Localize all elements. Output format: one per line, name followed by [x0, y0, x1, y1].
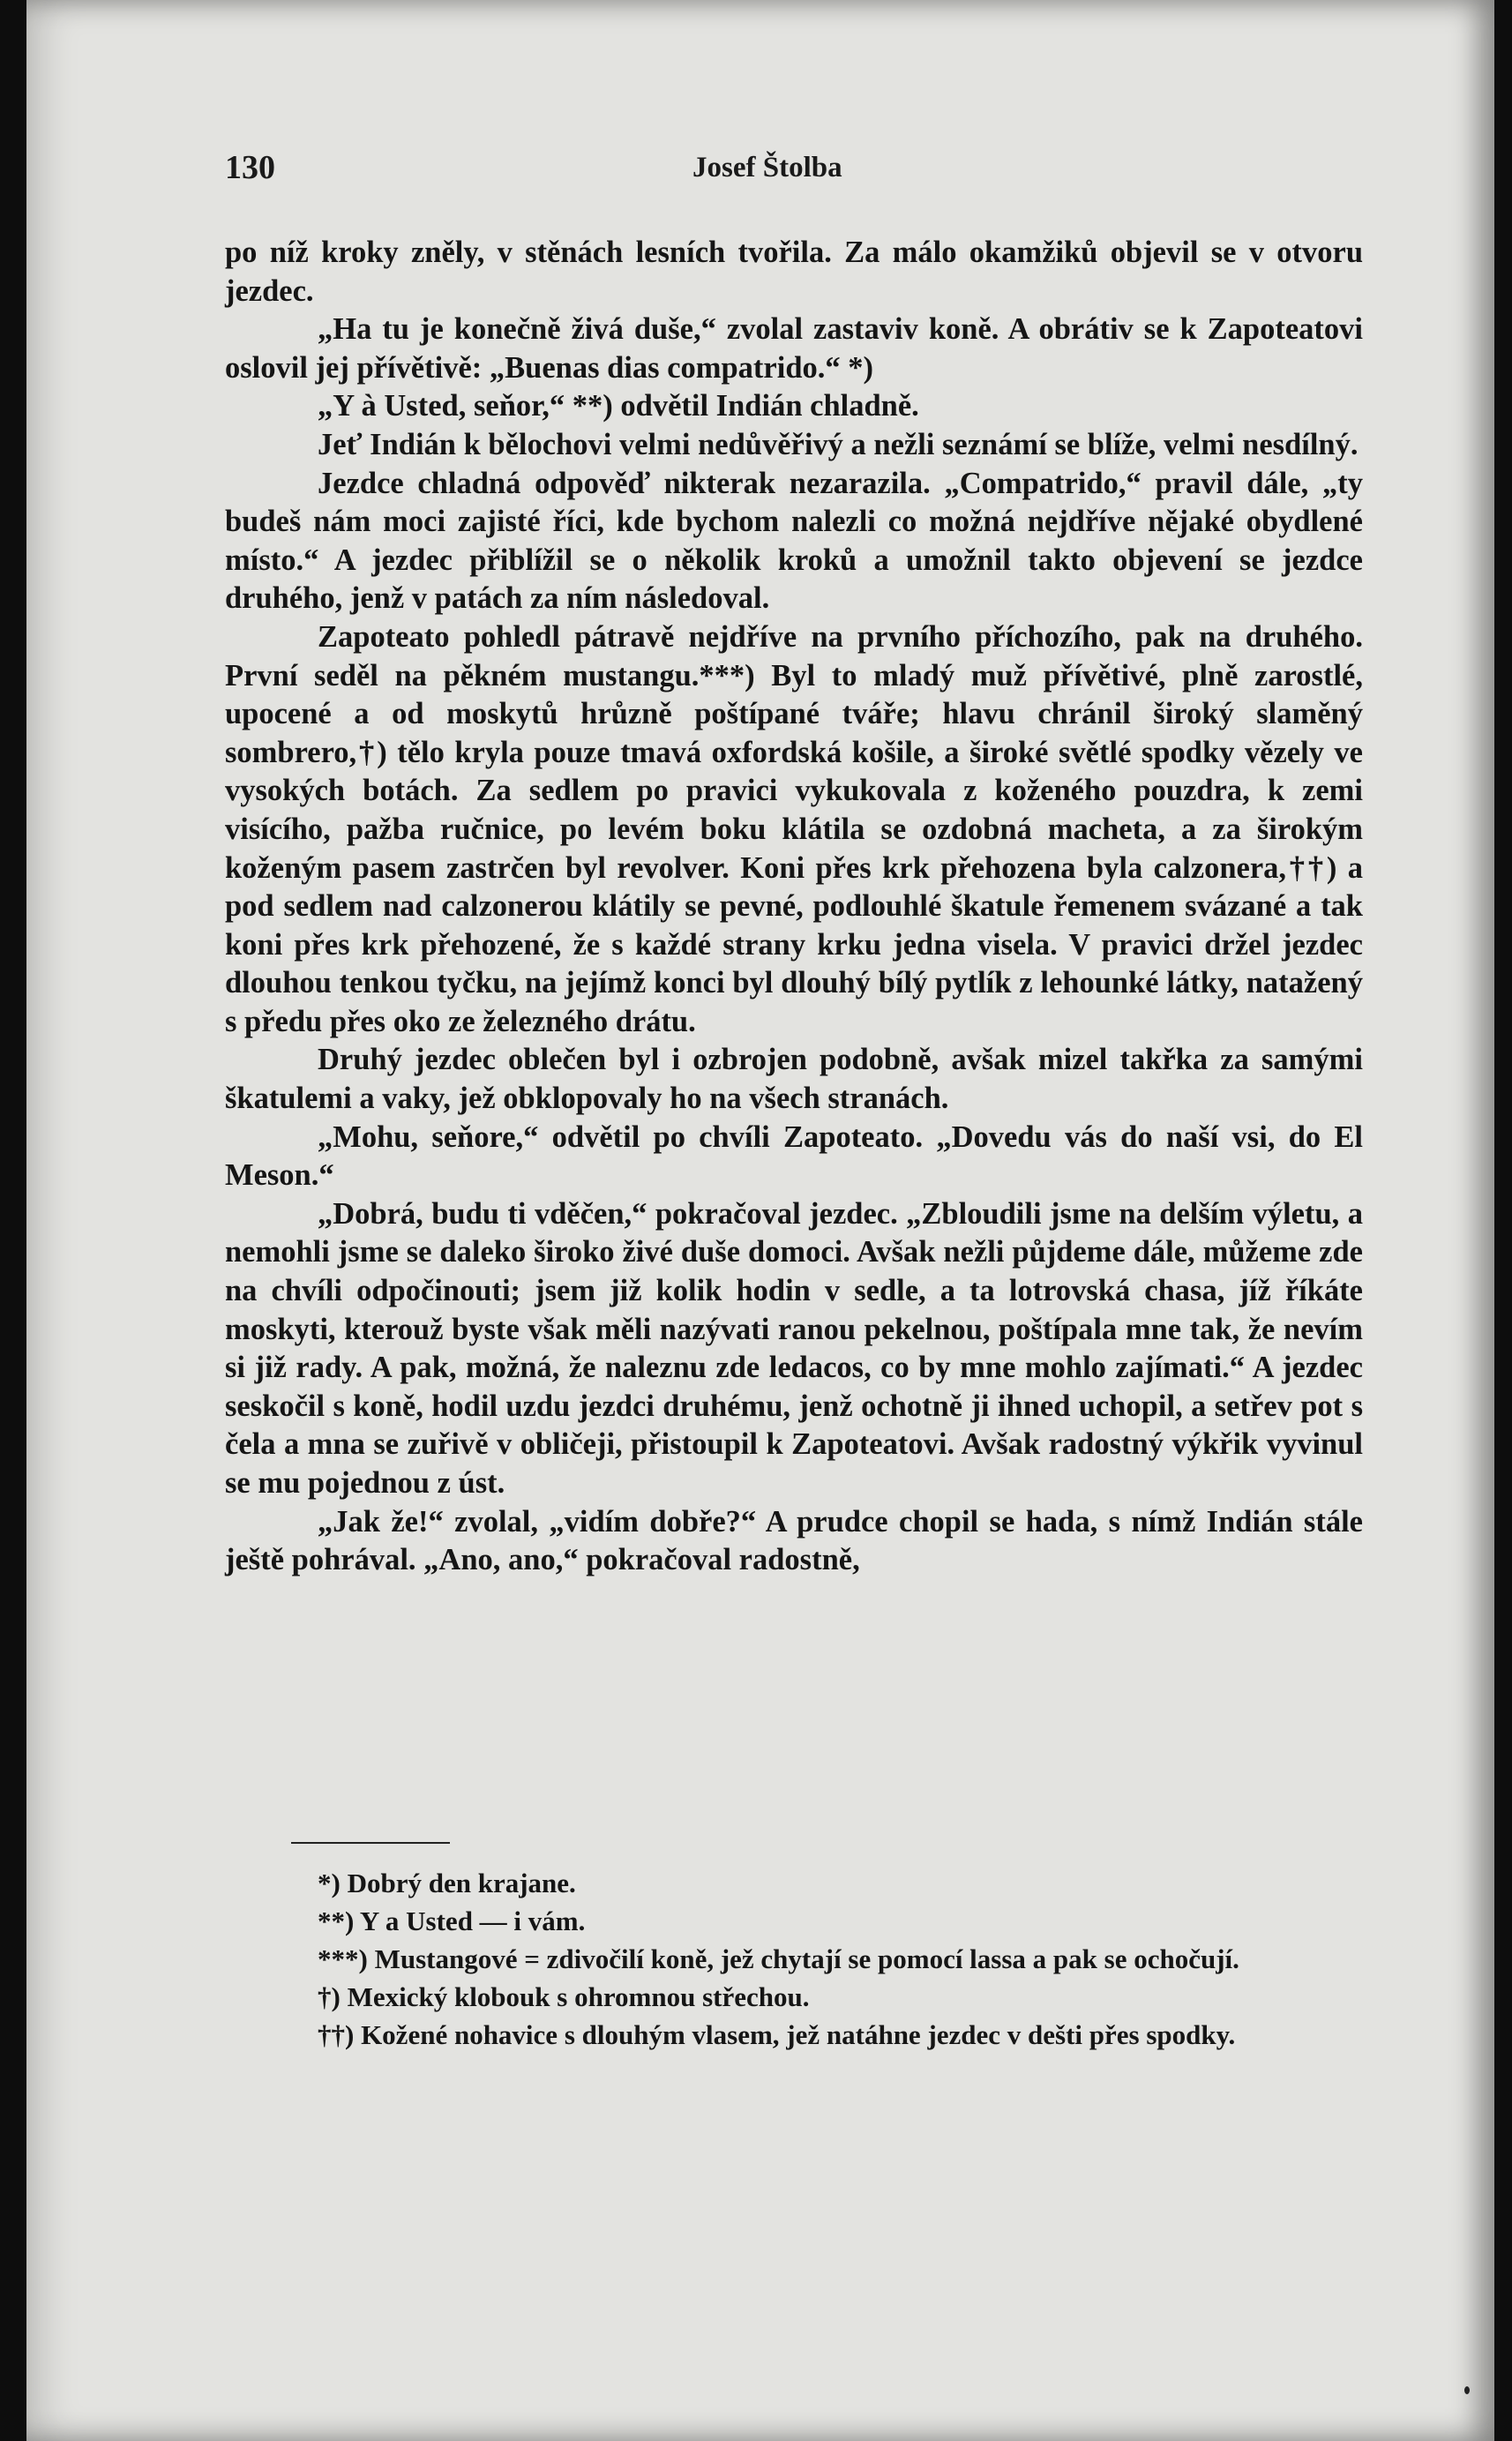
paragraph: Druhý jezdec oblečen byl i ozbrojen podobně, avšak mizel takřka za samými škatulemi a vaky, jež obklopovaly ho na všech stranách.	[225, 1043, 1363, 1116]
footnote: *) Dobrý den krajane.	[318, 1868, 576, 1898]
body-text	[225, 234, 1363, 1580]
footnote: †) Mexický klobouk s ohromnou střechou.	[318, 1981, 810, 2012]
footnotes	[225, 1866, 1363, 2055]
paragraph: „Dobrá, budu ti vděčen,“ pokračoval jezdec. „Zbloudili jsme na delším výletu, a nemohli jsme se daleko široko živé duše domoci. Avšak nežli půjdeme dále, můžeme zde na chvíli odpočinouti; jsem již kolik hodin v sedle, a ta lotrovská chasa, jíž říkáte moskyti, kterouž byste však měli nazývati ranou pekelnou, poštípala mne tak, že nevím si již rady. A pak, možná, že naleznu zde ledacos, co by mne mohlo zajímati.“ A jezdec seskočil s koně, hodil uzdu jezdci druhému, jenž ochotně ji ihned uchopil, a setřev pot s čela a mna se zuřivě v obličeji, přistoupil k Zapoteatovi. Avšak radostný výkřik vyvinul se mu pojednou z úst.	[225, 1196, 1363, 1500]
footnote-divider	[291, 1842, 450, 1844]
running-head: Josef Štolba	[692, 152, 842, 183]
footnote: ***) Mustangové = zdivočilí koně, jež chytají se pomocí lassa a pak se ochočují.	[318, 1943, 1239, 1974]
page-number: 130	[225, 149, 275, 186]
paragraph: Zapoteato pohledl pátravě nejdříve na prvního příchozího, pak na druhého. První seděl na pěkném mustangu.***) Byl to mladý muž přívětivé, plně zarostlé, upocené a od moskytů hrůzně poštípané tváře; hlavu chránil široký slaměný sombrero,†) tělo kryla pouze tmavá oxfordská košile, a široké světlé spodky vězely ve vysokých botách. Za sedlem po pravici vykukovala z koženého pouzdra, k zemi visícího, pažba ručnice, po levém boku klátila se ozdobná macheta, a za širokým koženým pasem zastrčen byl revolver. Koni přes krk přehozena byla calzonera,††) a pod sedlem nad calzonerou klátily se pevné, podlouhlé škatule řemenem svázané a tak koni přes krk přehozené, že s každé strany krku jedna visela. V pravici držel jezdec dlouhou tenkou tyčku, na jejímž konci byl dlouhý bílý pytlík z lehounké látky, natažený s předu přes oko ze železného drátu.	[225, 619, 1363, 1038]
paragraph: Jeť Indián k bělochovi velmi nedůvěřivý a nežli seznámí se blíže, velmi nesdílný.	[318, 427, 1359, 461]
footnote: ††) Kožené nohavice s dlouhým vlasem, jež natáhne jezdec v dešti přes spodky.	[318, 2019, 1236, 2050]
page-header	[225, 148, 895, 192]
book-page	[26, 0, 1494, 2441]
paragraph: „Y à Usted, seňor,“ **) odvětil Indián chladně.	[318, 389, 919, 423]
print-speck	[1464, 2386, 1470, 2394]
paragraph: Jezdce chladná odpověď nikterak nezarazila. „Compatrido,“ pravil dále, „ty budeš nám moci zajisté říci, kde bychom nalezli co možná nejdříve nějaké obydlené místo.“ A jezdec přiblížil se o několik kroků a umožnil takto objevení se jezdce druhého, jenž v patách za ním následoval.	[225, 466, 1363, 616]
paragraph: „Jak že!“ zvolal, „vidím dobře?“ A prudce chopil se hada, s nímž Indián stále ještě pohrával. „Ano, ano,“ pokračoval radostně,	[225, 1504, 1363, 1577]
paragraph: „Ha tu je konečně živá duše,“ zvolal zastaviv koně. A obrátiv se k Zapoteatovi oslovil jej přívětivě: „Buenas dias compatrido.“ *)	[225, 312, 1363, 385]
footnote: **) Y a Usted — i vám.	[318, 1906, 586, 1936]
paragraph: „Mohu, seňore,“ odvětil po chvíli Zapoteato. „Dovedu vás do naší vsi, do El Meson.“	[225, 1119, 1363, 1193]
paragraph: po níž kroky zněly, v stěnách lesních tvořila. Za málo okamžiků objevil se v otvoru jezdec.	[225, 236, 1363, 308]
